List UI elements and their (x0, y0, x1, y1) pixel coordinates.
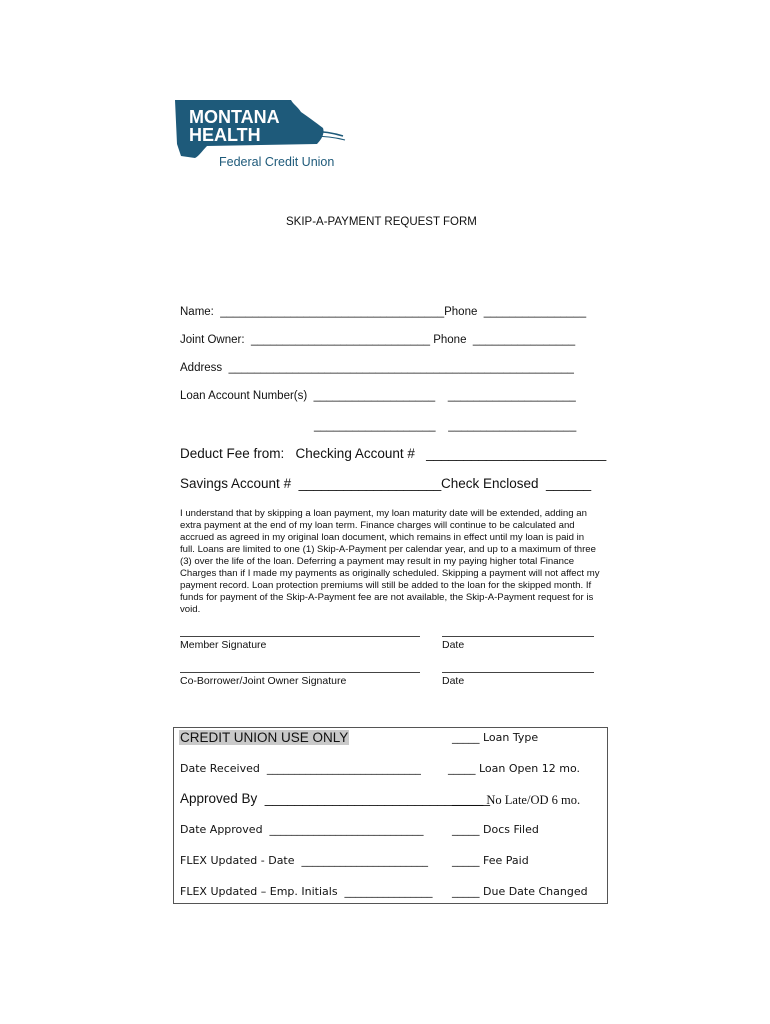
logo-line3: Federal Credit Union (219, 155, 335, 169)
deduct-fee-row[interactable]: Deduct Fee from: Checking Account # ________________________ (180, 446, 607, 461)
cu-box-header-text: CREDIT UNION USE ONLY (180, 730, 349, 745)
check-enclosed-field[interactable]: Check Enclosed ______ (441, 476, 592, 491)
loan-account-row-2[interactable]: ___________________ ____________________ (314, 420, 577, 432)
savings-account-field[interactable]: Savings Account # ___________________ (180, 476, 442, 491)
flex-updated-initials-field[interactable]: FLEX Updated – Emp. Initials ________________ (180, 885, 433, 898)
member-date-line[interactable] (442, 636, 594, 637)
approved-by-field[interactable]: Approved By ______________________________ (180, 791, 491, 806)
coborrower-date-label: Date (442, 675, 465, 687)
form-title: SKIP-A-PAYMENT REQUEST FORM (286, 216, 477, 228)
loan-open-field[interactable]: _____ Loan Open 12 mo. (448, 762, 580, 775)
coborrower-date-line[interactable] (442, 672, 594, 673)
due-date-changed-field[interactable]: _____ Due Date Changed (452, 885, 588, 898)
cu-box-header (179, 730, 349, 745)
name-phone-row[interactable]: Name: ___________________________________Phone ________________ (180, 306, 587, 318)
member-date-label: Date (442, 639, 465, 651)
credit-union-logo (173, 98, 348, 175)
joint-owner-phone-row[interactable]: Joint Owner: ____________________________ Phone ________________ (180, 334, 576, 346)
loan-type-field[interactable]: _____ Loan Type (452, 731, 539, 744)
flex-updated-date-field[interactable]: FLEX Updated - Date _______________________ (180, 854, 429, 867)
coborrower-signature-label: Co-Borrower/Joint Owner Signature (180, 675, 347, 687)
logo-line2: HEALTH (189, 125, 261, 145)
member-signature-label: Member Signature (180, 639, 267, 651)
loan-account-row[interactable]: Loan Account Number(s) ___________________ ____________________ (180, 390, 576, 402)
address-row[interactable]: Address ______________________________________________________ (180, 362, 574, 374)
fee-paid-field[interactable]: _____ Fee Paid (452, 854, 529, 867)
coborrower-signature-line[interactable] (180, 672, 420, 673)
date-received-field[interactable]: Date Received ____________________________ (180, 762, 421, 775)
docs-filed-field[interactable]: _____ Docs Filed (452, 823, 539, 836)
member-signature-line[interactable] (180, 636, 420, 637)
montana-map-logo-icon (173, 98, 348, 170)
no-late-od-field[interactable]: _____ No Late/OD 6 mo. (452, 793, 581, 807)
disclaimer-paragraph: I understand that by skipping a loan payment, my loan maturity date will be extended, adding an extra payment at the end of my loan term. Finance charges will continue to be calculated and accrued as agreed in my original loan document, which remains in effect until my loan is paid in full. Loans are limited to one (1) Skip-A-Payment per calendar year, and up to a maximum of three (3) over the life of the loan. Deferring a payment may result in my paying higher total Finance Charges than if I made my payments as originally scheduled. Skipping a payment will not affect my payment record. Loan protection premiums will still be added to the loan for the skipped month. If funds for payment of the Skip-A-Payment fee are not available, the Skip-A-Payment request for is void. (180, 508, 600, 615)
date-approved-field[interactable]: Date Approved ____________________________ (180, 823, 424, 836)
credit-union-use-box (173, 727, 608, 904)
logo-line1: MONTANA (189, 107, 280, 127)
